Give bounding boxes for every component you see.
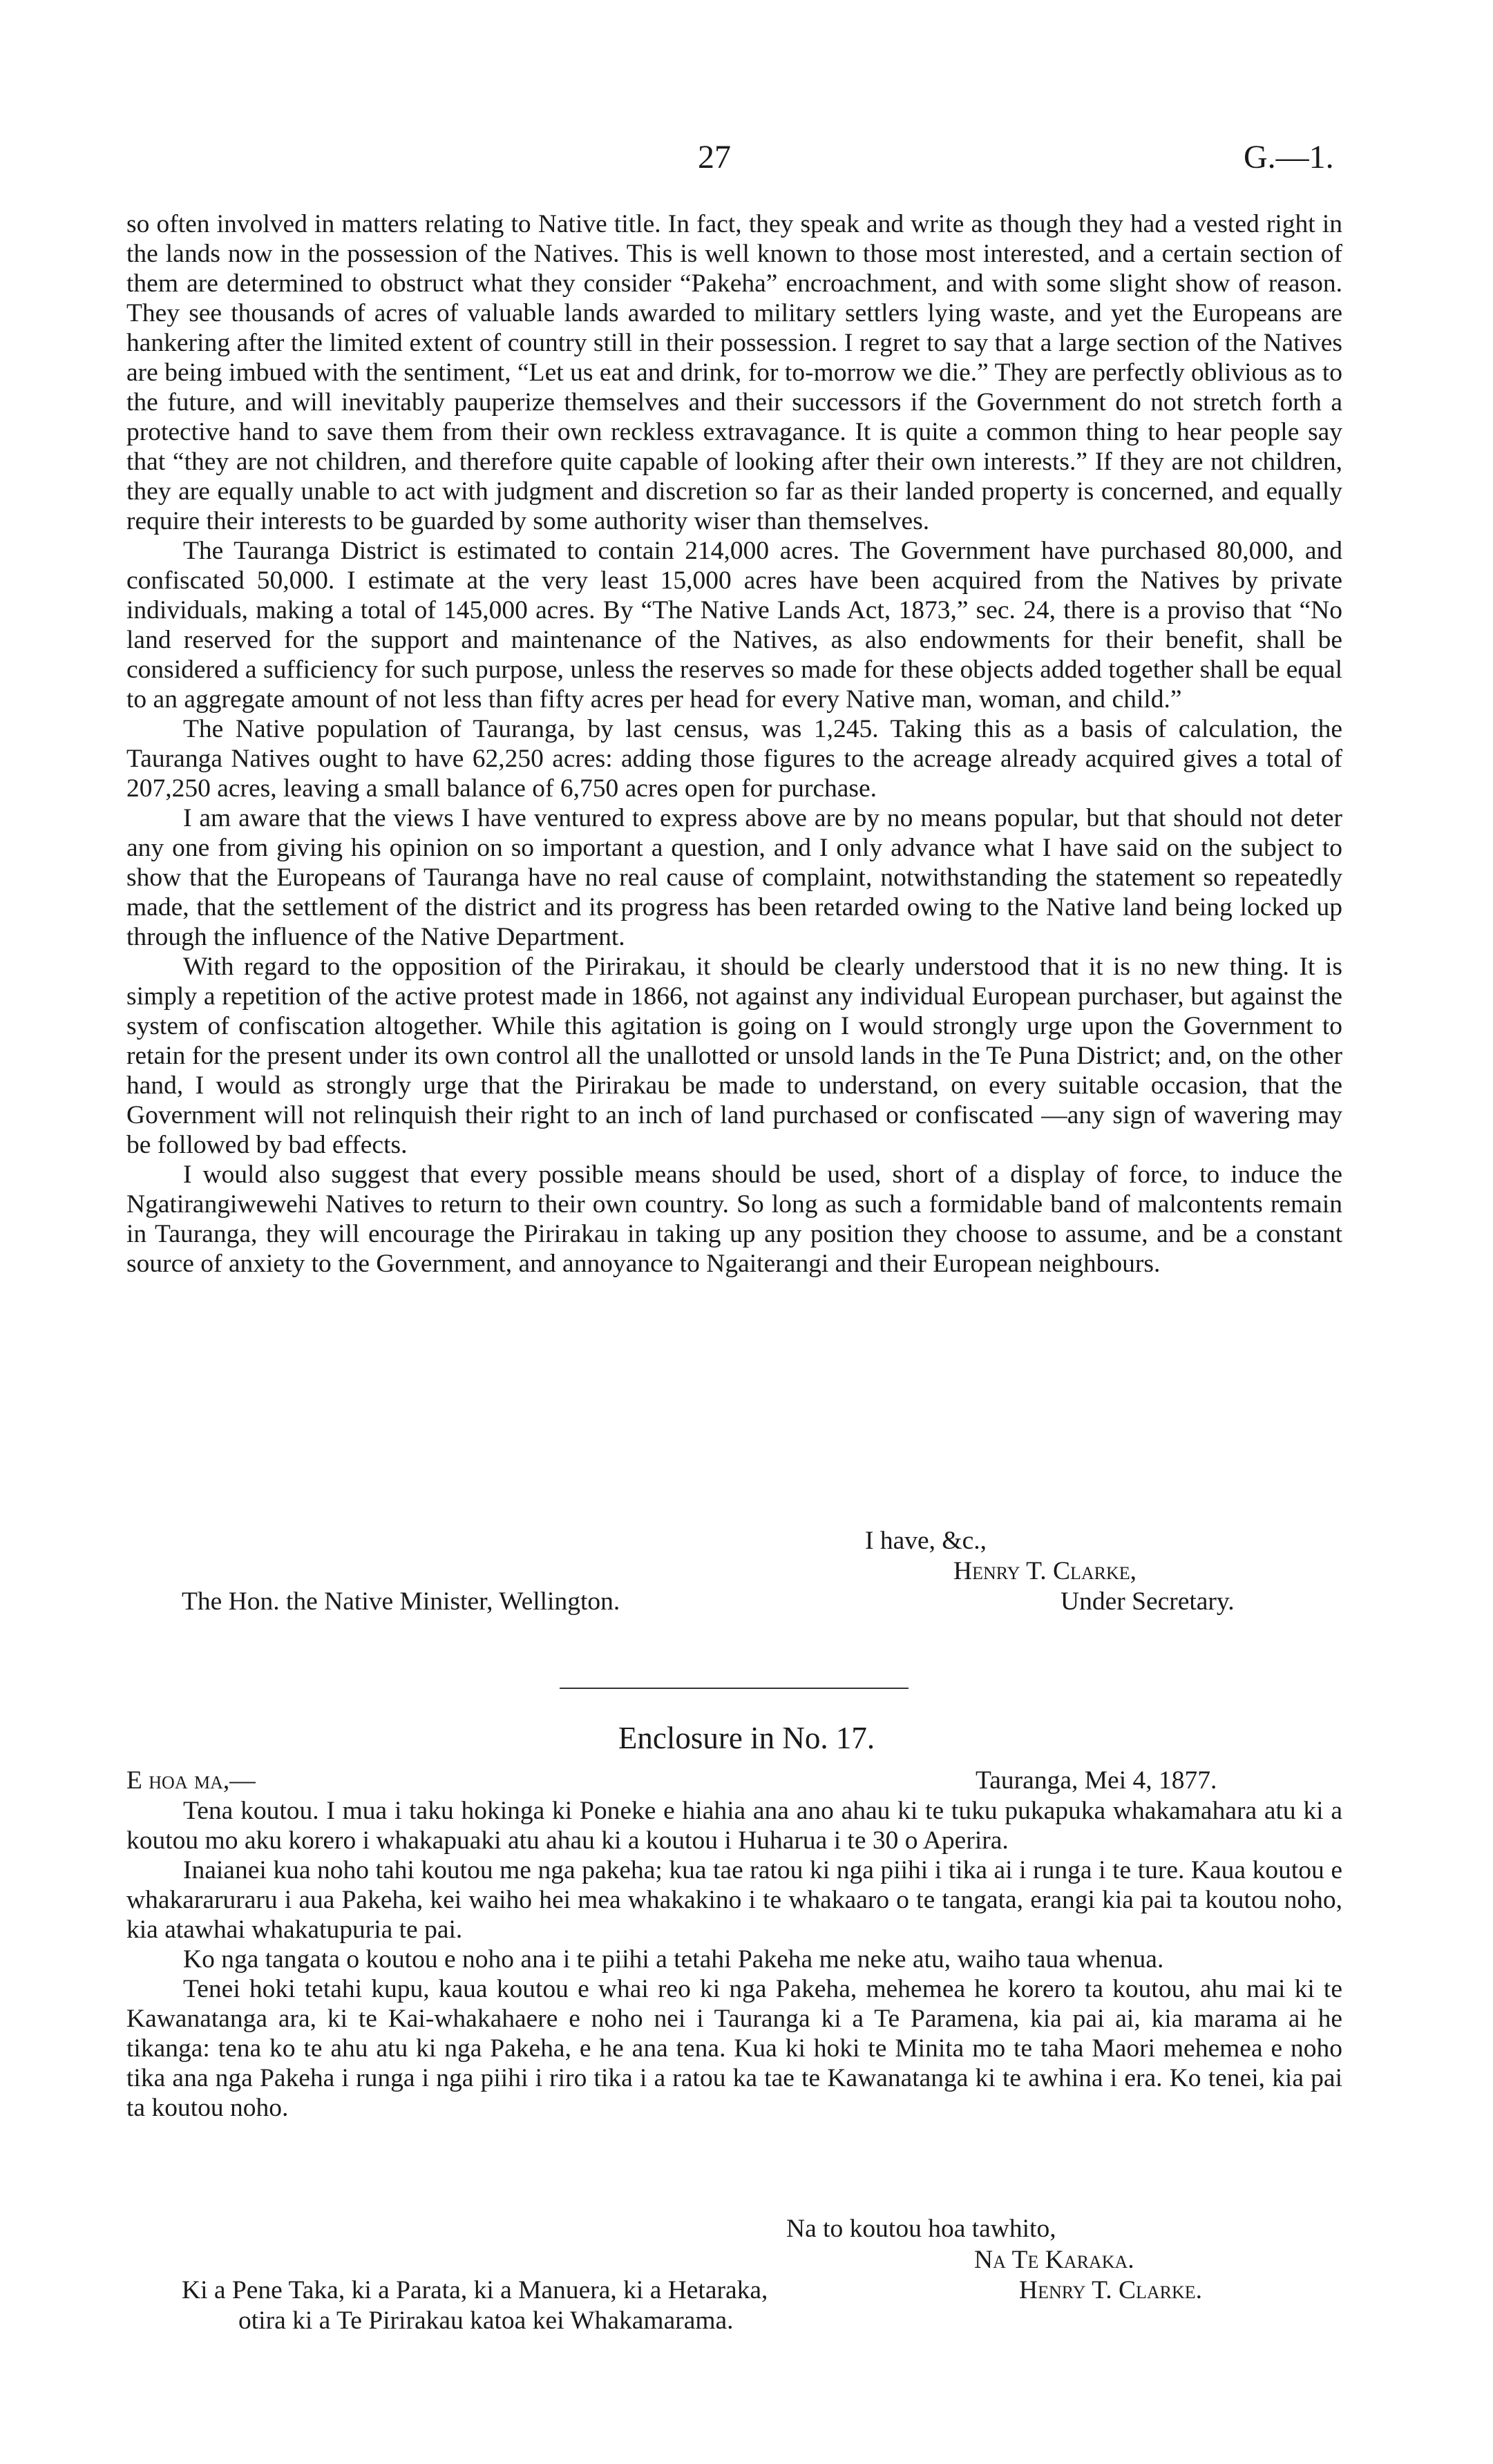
- letter-paragraph-5: With regard to the opposition of the Pirirakau, it should be clearly understood that it is no new thing. It is simply a repetition of the active protest made in 1866, not against any individual European purchaser, but against the system of confiscation altogether. While this agitation is going on I would strongly urge upon the Government to retain for the present under its own control all the unallotted or unsold lands in the Te Puna District; and, on the other hand, I would as strongly urge that the Pirirakau be made to understand, on every suitable occasion, that the Government will not relinquish their right to an inch of land purchased or confiscated —any sign of wavering may be followed by bad effects.: [126, 953, 1342, 1159]
- document-code: G.—1.: [1244, 139, 1334, 175]
- enclosure-salutation: E hoa ma,—: [126, 1766, 256, 1795]
- enclosure-place-date: Tauranga, Mei 4, 1877.: [976, 1766, 1217, 1795]
- enclosure-closing: Na to koutou hoa tawhito,: [786, 2215, 1056, 2243]
- letter-closing: I have, &c.,: [865, 1527, 987, 1555]
- enclosure-title: Enclosure in No. 17.: [618, 1721, 875, 1755]
- letter-paragraph-3: The Native population of Tauranga, by last census, was 1,245. Taking this as a basis of calculation, the Tauranga Natives ought to have 62,250 acres: adding those figures to the acreage already acquired gives a total of 207,250 acres, leaving a small balance of 6,750 acres open for purchase.: [126, 715, 1342, 803]
- enclosure-paragraph-3: Ko nga tangata o koutou e noho ana i te piihi a tetahi Pakeha me neke atu, waiho taua whenua.: [183, 1945, 1164, 1974]
- enclosure-recipients-line-2: otira ki a Te Pirirakau katoa kei Whakamarama.: [238, 2307, 734, 2335]
- enclosure-recipients-line-1: Ki a Pene Taka, ki a Parata, ki a Manuera, ki a Hetaraka,: [182, 2276, 768, 2304]
- letter-paragraph-6: I would also suggest that every possible means should be used, short of a display of force, to induce the Ngatirangiwewehi Natives to return to their own country. So long as such a formidable band of malcontents remain in Tauranga, they will encourage the Pirirakau in taking up any position they choose to assume, and be a constant source of anxiety to the Government, and annoyance to Ngaiterangi and their European neighbours.: [126, 1161, 1342, 1278]
- letter-body: [126, 209, 1342, 1279]
- enclosure-paragraph-4: Tenei hoki tetahi kupu, kaua koutou e whai reo ki nga Pakeha, mehemea he korero ta koutou, ahu mai ki te Kawanatanga ara, ki te Kai-whakahaere e noho nei i Tauranga ki a Te Paramena, kia pai ai, kia marama ai he tikanga: tena ko te ahu atu ki nga Pakeha, e he ana tena. Kua ki hoki te Minita mo te taha Maori mehemea e noho tika ana nga Pakeha i runga i nga piihi i riro tika i a ratou ka tae te Kawanatanga ki te awhina i era. Ko tenei, kia pai ta koutou noho.: [126, 1975, 1342, 2122]
- section-divider: [560, 1688, 909, 1689]
- letter-paragraph-4: I am aware that the views I have ventured to express above are by no means popular, but that should not deter any one from giving his opinion on so important a question, and I only advance what I have said on the subject to show that the Europeans of Tauranga have no real cause of complaint, notwithstanding the statement so repeatedly made, that the settlement of the district and its progress has been retarded owing to the Native land being locked up through the influence of the Native Department.: [126, 804, 1342, 951]
- enclosure-signatory: Na Te Karaka.: [974, 2246, 1134, 2274]
- page-number: 27: [698, 139, 731, 175]
- enclosure-paragraph-2: Inaianei kua noho tahi koutou me nga pakeha; kua tae ratou ki nga piihi i tika ai i runga i te ture. Kaua koutou e whakararuraru i aua Pakeha, kei waiho hei mea whakakino i te whakaaro o te tangata, erangi kia pai ta koutou noho, kia atawhai whakatupuria te pai.: [126, 1856, 1342, 1944]
- letter-signature-name: Henry T. Clarke,: [953, 1557, 1137, 1585]
- letter-paragraph-2: The Tauranga District is estimated to contain 214,000 acres. The Government have purchased 80,000, and confiscated 50,000. I estimate at the very least 15,000 acres have been acquired from the Natives by private individuals, making a total of 145,000 acres. By “The Native Lands Act, 1873,” sec. 24, there is a proviso that “No land reserved for the support and maintenance of the Natives, as also endowments for their benefit, shall be considered a sufficiency for such purpose, unless the reserves so made for these objects added together shall be equal to an aggregate amount of not less than fifty acres per head for every Native man, woman, and child.”: [126, 537, 1342, 714]
- letter-paragraph-1: so often involved in matters relating to Native title. In fact, they speak and write as though they had a vested right in the lands now in the possession of the Natives. This is well known to those most interested, and a certain section of them are determined to obstruct what they consider “Pakeha” encroachment, and with some slight show of reason. They see thousands of acres of valuable lands awarded to military settlers lying waste, and yet the Europeans are hankering after the limited extent of country still in their possession. I regret to say that a large section of the Natives are being imbued with the sentiment, “Let us eat and drink, for to-morrow we die.” They are perfectly oblivious as to the future, and will inevitably pauperize themselves and their successors if the Government do not stretch forth a protective hand to save them from their own reckless extravagance. It is quite a common thing to hear people say that “they are not children, and therefore quite capable of looking after their own interests.” If they are not children, they are equally unable to act with judgment and discretion so far as their landed property is concerned, and equally require their interests to be guarded by some authority wiser than themselves.: [126, 210, 1342, 535]
- letter-addressee: The Hon. the Native Minister, Wellington.: [182, 1587, 620, 1616]
- letter-signature-title: Under Secretary.: [1061, 1587, 1235, 1616]
- enclosure-translator: Henry T. Clarke.: [1019, 2276, 1203, 2304]
- enclosure-paragraph-1: Tena koutou. I mua i taku hokinga ki Poneke e hiahia ana ano ahau ki te tuku pukapuka whakamahara atu ki a koutou mo aku korero i whakapuaki atu ahau ki a koutou i Huharua i te 30 o Aperira.: [126, 1797, 1342, 1855]
- enclosure-body: [126, 1796, 1342, 2123]
